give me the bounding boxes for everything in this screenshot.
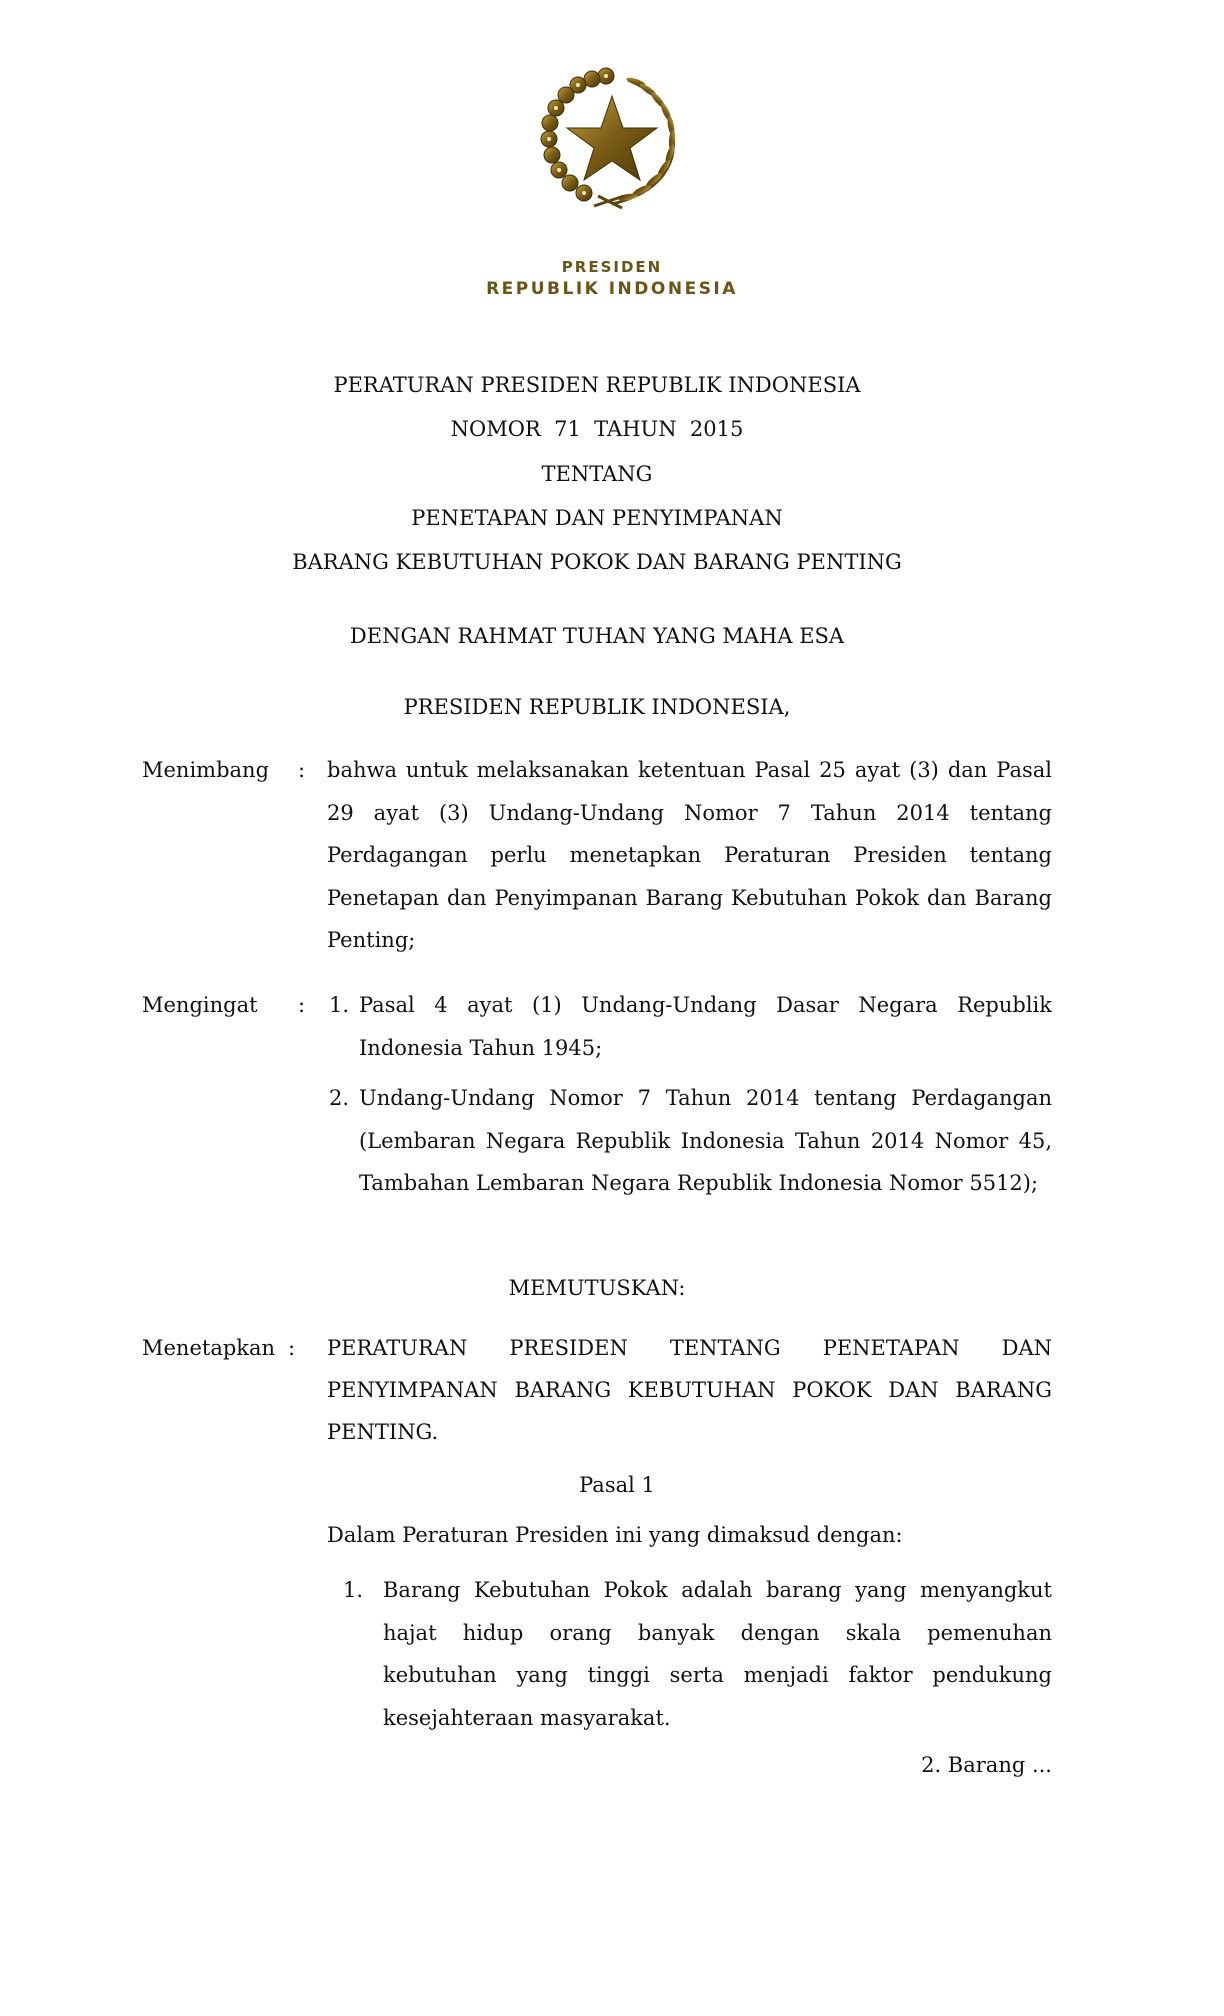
letterhead-presiden: PRESIDEN <box>561 258 663 276</box>
mengingat-label: Mengingat <box>142 993 258 1017</box>
pasal-1-item-1-text: Barang Kebutuhan Pokok adalah barang yang menyangkut hajat hidup orang banyak dengan skala pemenuhan kebutuhan yang tinggi serta menjadi faktor pendukung kesejahteraan masyarakat. <box>383 1578 1052 1730</box>
mengingat-item-1-text: Pasal 4 ayat (1) Undang-Undang Dasar Negara Republik Indonesia Tahun 1945; <box>359 993 1052 1060</box>
menimbang-label: Menimbang <box>142 758 270 782</box>
presidential-emblem-icon <box>532 62 692 222</box>
memutuskan-heading: MEMUTUSKAN: <box>508 1276 686 1300</box>
invocation: DENGAN RAHMAT TUHAN YANG MAHA ESA <box>349 624 845 648</box>
menimbang-text: bahwa untuk melaksanakan ketentuan Pasal 25 ayat (3) dan Pasal 29 ayat (3) Undang-Undang Nomor 7 Tahun 2014 tentang Perdagangan perlu menetapkan Peraturan Presiden tentang Penetapan dan Penyimpanan Barang Kebutuhan Pokok dan Barang Penting; <box>327 758 1052 952</box>
mengingat-item-1-number: 1. <box>329 993 350 1017</box>
title-line-number: NOMOR 71 TAHUN 2015 <box>450 417 744 441</box>
title-line-subject-2: BARANG KEBUTUHAN POKOK DAN BARANG PENTING <box>292 550 902 574</box>
pasal-1-item-1-number: 1. <box>343 1578 364 1602</box>
title-line-1: PERATURAN PRESIDEN REPUBLIK INDONESIA <box>333 373 861 397</box>
title-line-tentang: TENTANG <box>541 462 653 486</box>
mengingat-colon: : <box>298 993 306 1017</box>
pasal-1-heading: Pasal 1 <box>579 1473 655 1497</box>
page-continuation: 2. Barang ... <box>921 1753 1052 1777</box>
menimbang-colon: : <box>298 758 306 782</box>
letterhead-republik-indonesia: REPUBLIK INDONESIA <box>486 279 738 299</box>
mengingat-item-2-text: Undang-Undang Nomor 7 Tahun 2014 tentang Perdagangan (Lembaran Negara Republik Indonesia Tahun 2014 Nomor 45, Tambahan Lembaran Negara Republik Indonesia Nomor 5512); <box>359 1086 1052 1195</box>
menetapkan-colon: : <box>288 1336 296 1360</box>
title-line-subject-1: PENETAPAN DAN PENYIMPANAN <box>411 506 783 530</box>
menetapkan-label: Menetapkan <box>142 1336 276 1360</box>
pasal-1-intro: Dalam Peraturan Presiden ini yang dimaksud dengan: <box>327 1523 903 1547</box>
authority-line: PRESIDEN REPUBLIK INDONESIA, <box>403 695 791 719</box>
mengingat-item-2-number: 2. <box>329 1086 350 1110</box>
menetapkan-text: PERATURAN PRESIDEN TENTANG PENETAPAN DAN PENYIMPANAN BARANG KEBUTUHAN POKOK DAN BARANG PENTING. <box>327 1336 1052 1444</box>
